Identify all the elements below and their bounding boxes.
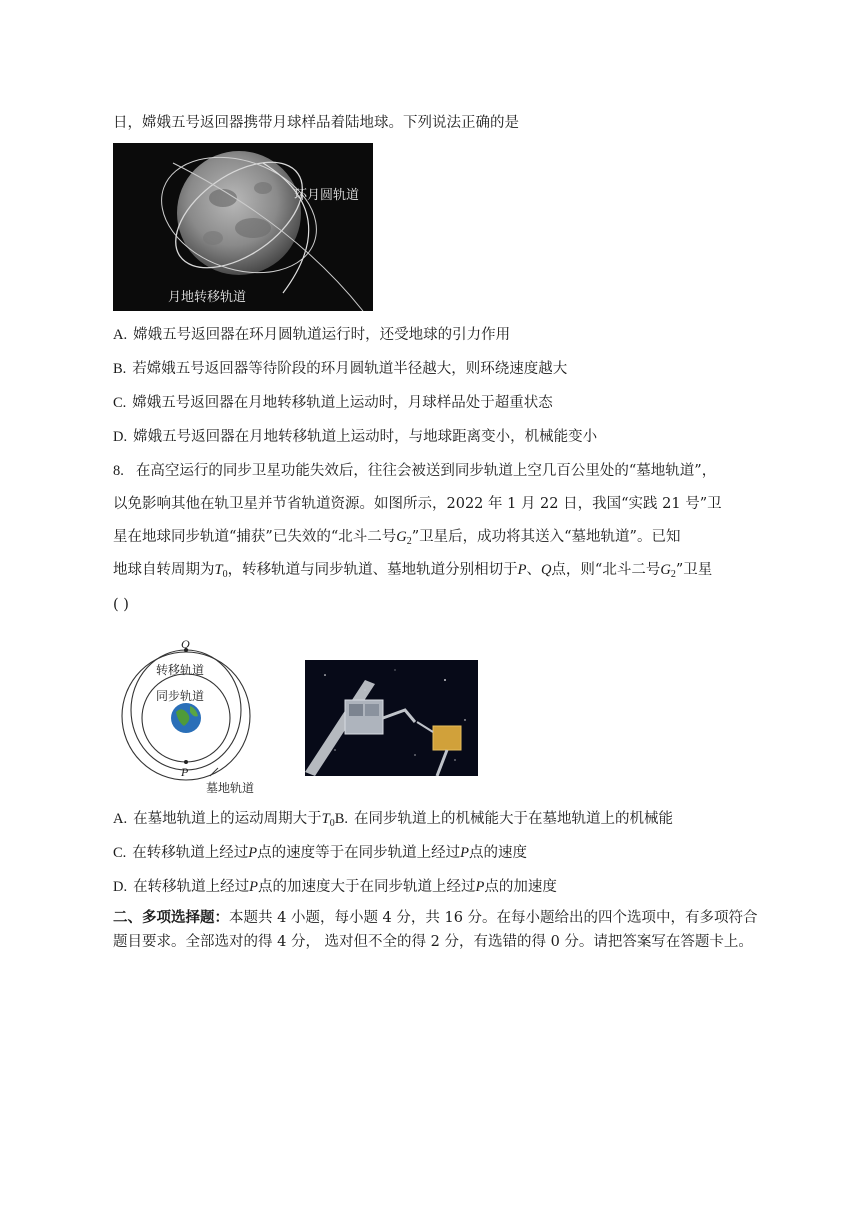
target-satellite-icon <box>433 726 461 750</box>
q8-stem-line3: 星在地球同步轨道“捕获”已失效的“北斗二号$G_2$”卫星后，成功将其送入“墓地轨道”。已知 <box>113 529 681 547</box>
q7-option-a: A. 嫦娥五号返回器在环月圆轨道运行时，还受地球的引力作用 <box>113 327 511 343</box>
point-q-label: Q <box>181 637 190 651</box>
section2-heading: 二、多项选择题： <box>113 909 229 926</box>
satellite-photo <box>305 660 478 776</box>
moon-orbit-label: 环月圆轨道 <box>294 188 360 203</box>
transfer-orbit-label: 转移轨道 <box>156 663 205 677</box>
q8-stem-line2: 以免影响其他在轨卫星并节省轨道资源。如图所示，2022 年 1 月 22 日，我国“实践 21 号”卫 <box>113 496 722 512</box>
q7-option-b: B. 若嫦娥五号返回器等待阶段的环月圆轨道半径越大，则环绕速度越大 <box>113 361 568 377</box>
q8-option-d: D. 在转移轨道上经过P点的加速度大于在同步轨道上经过P点的加速度 <box>113 879 557 895</box>
q7-option-c: C. 嫦娥五号返回器在月地转移轨道上运动时，月球样品处于超重状态 <box>113 395 553 411</box>
q8-stem-line4: 地球自转周期为$T_0$，转移轨道与同步轨道、墓地轨道分别相切于P、Q点，则“北斗二号$G_2$”卫星 <box>113 562 713 580</box>
q7-stem-tail: 日，嫦娥五号返回器携带月球样品着陆地球。下列说法正确的是 <box>113 115 519 131</box>
moon-transfer-label: 月地转移轨道 <box>168 290 247 305</box>
orbit-diagram <box>118 636 268 798</box>
q8-option-a-b: A. 在墓地轨道上的运动周期大于$T_0B$. 在同步轨道上的机械能大于在墓地轨道上的机械能 <box>113 811 673 829</box>
sync-orbit-label: 同步轨道 <box>156 689 205 703</box>
grave-orbit-label: 墓地轨道 <box>206 781 255 795</box>
q8-stem-line1: 8. 在高空运行的同步卫星功能失效后，往往会被送到同步轨道上空几百公里处的“墓地轨道”， <box>113 463 717 479</box>
section2-block <box>113 906 761 954</box>
section2-body: 本题共 4 小题，每小题 4 分，共 16 分。在每小题给出的四个选项中，有多项符合题目要求。全部选对的得 4 分， 选对但不全的得 2 分，有选错的得 0 分。请把答案写在答题卡上。 <box>113 910 758 950</box>
point-p-label: P <box>181 765 189 779</box>
q8-option-c: C. 在转移轨道上经过P点的速度等于在同步轨道上经过P点的速度 <box>113 845 528 861</box>
moon-orbit-figure <box>113 143 373 311</box>
q7-option-d: D. 嫦娥五号返回器在月地转移轨道上运动时，与地球距离变小，机械能变小 <box>113 429 598 445</box>
q8-answer-paren: ( ) <box>113 597 129 613</box>
